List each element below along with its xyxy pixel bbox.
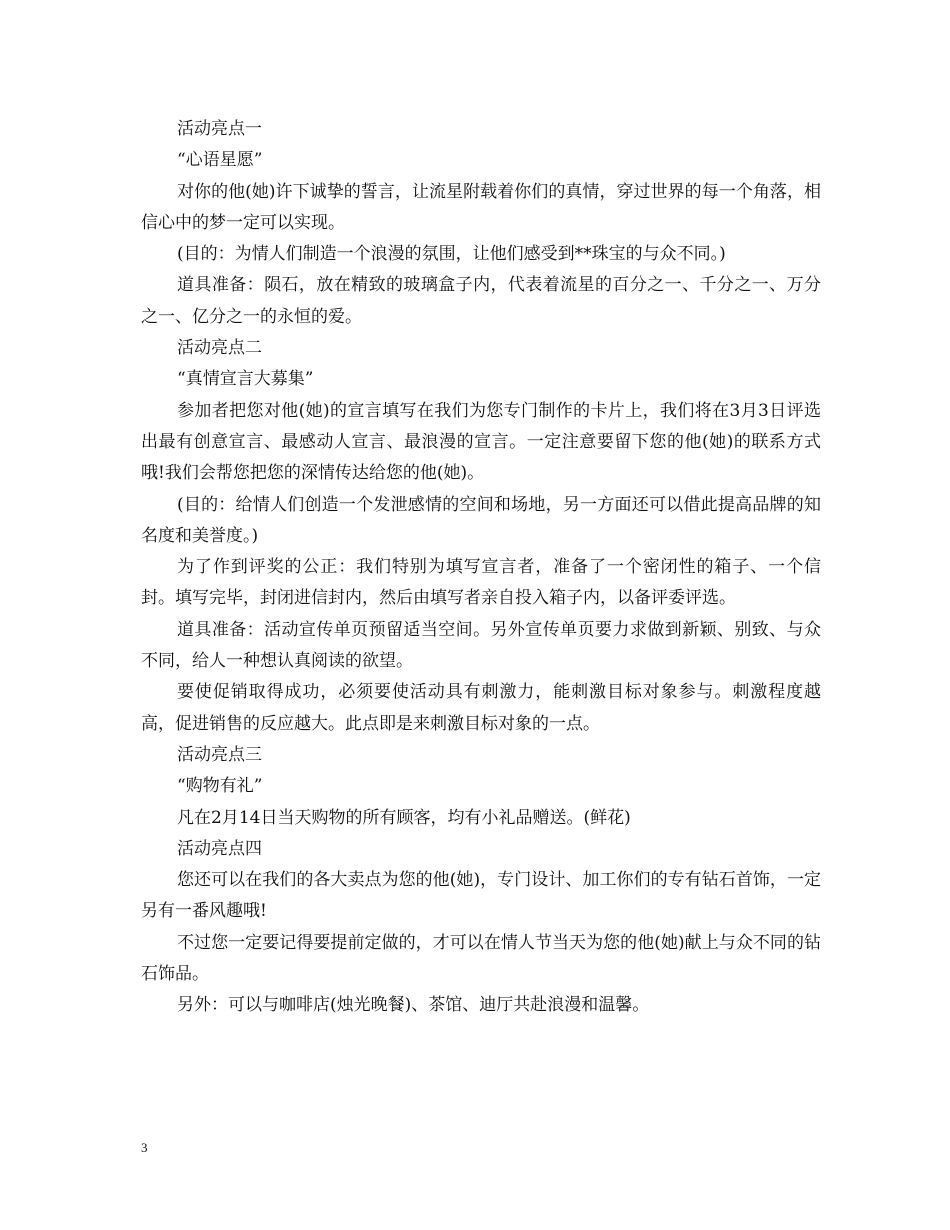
heading-highlight-1: 活动亮点一 [177,119,262,139]
heading-highlight-4: 活动亮点四 [177,838,262,859]
heading-highlight-2: 活动亮点二 [177,338,262,359]
paragraph-props-1: 道具准备：陨石，放在精致的玻璃盒子内，代表着流星的百分之一、千分之一、万分之一、亿分之一的永恒的爱。 [141,275,821,327]
paragraph-stimulus: 要使促销取得成功，必须要使活动具有刺激力，能刺激目标对象参与。刺激程度越高，促进销售的反应越大。此点即是来刺激目标对象的一点。 [141,682,821,734]
subheading-gift: “购物有礼” [177,776,263,797]
paragraph-purpose-2: (目的：给情人们创造一个发泄感情的空间和场地，另一方面还可以借此提高品牌的知名度和美誉度。) [141,494,821,546]
paragraph-purpose-1: (目的：为情人们制造一个浪漫的氛围，让他们感受到**珠宝的与众不同。) [177,244,726,265]
document-body [141,114,821,1022]
paragraph-fairness: 为了作到评奖的公正：我们特别为填写宣言者，准备了一个密闭性的箱子、一个信封。填写完毕，封闭进信封内，然后由填写者亲自投入箱子内，以备评委评选。 [141,557,821,609]
subheading-declaration: “真情宣言大募集” [177,369,314,390]
paragraph-gift: 凡在2月14日当天购物的所有顾客，均有小礼品赠送。(鲜花) [177,807,631,828]
paragraph-declaration: 参加者把您对他(她)的宣言填写在我们为您专门制作的卡片上，我们将在3月3日评选出最有创意宣言、最感动人宣言、最浪漫的宣言。一定注意要留下您的他(她)的联系方式哦!我们会帮您把您的深情传达给您的他(她)。 [141,400,821,484]
paragraph-custom-design: 您还可以在我们的各大卖点为您的他(她)，专门设计、加工你们的专有钻石首饰，一定另有一番风趣哦! [141,870,821,922]
heading-highlight-3: 活动亮点三 [177,744,262,765]
paragraph-preorder: 不过您一定要记得要提前定做的，才可以在情人节当天为您的他(她)献上与众不同的钻石饰品。 [141,932,821,985]
paragraph-props-2: 道具准备：活动宣传单页预留适当空间。另外宣传单页要力求做到新颖、别致、与众不同，给人一种想认真阅读的欲望。 [141,619,821,672]
page-number: 3 [141,1140,148,1155]
paragraph-vow: 对你的他(她)许下诚挚的誓言，让流星附载着你们的真情，穿过世界的每一个角落，相信心中的梦一定可以实现。 [141,181,821,233]
subheading-wish: “心语星愿” [177,150,263,171]
paragraph-partners: 另外：可以与咖啡店(烛光晚餐)、茶馆、迪厅共赴浪漫和温馨。 [177,995,650,1016]
